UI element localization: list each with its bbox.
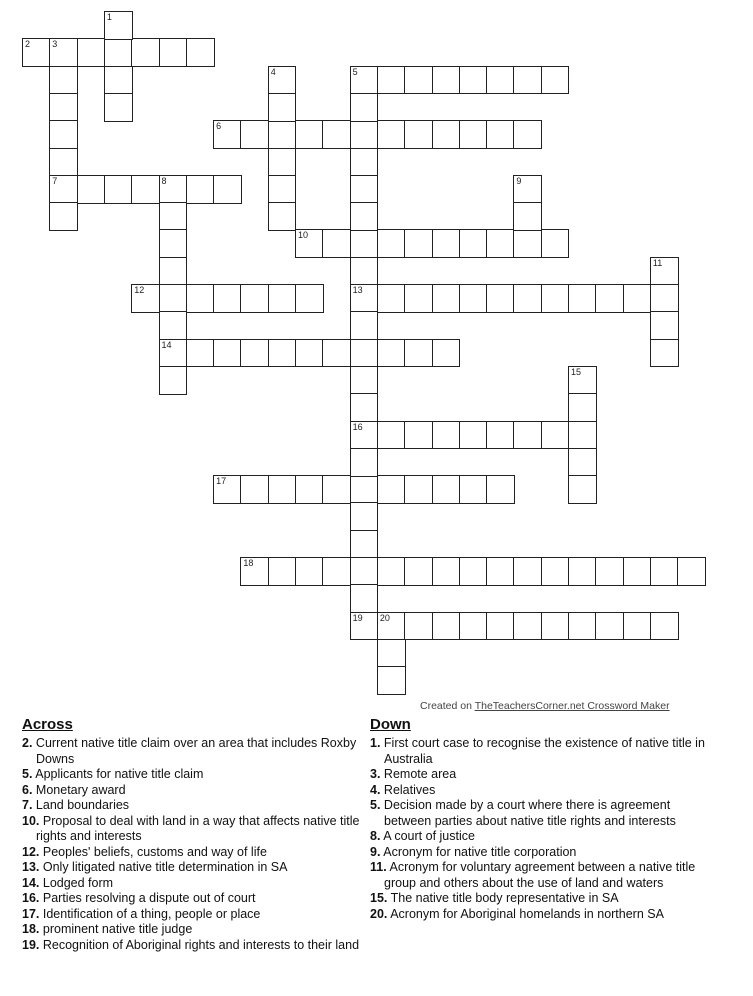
grid-cell[interactable] [568,557,597,586]
clue-text: Remote area [383,767,457,781]
grid-cell[interactable] [186,38,215,67]
grid-cell[interactable] [513,612,542,641]
grid-cell[interactable] [350,120,379,149]
across-heading: Across [22,716,73,733]
clue-number: 8 [161,175,167,186]
grid-cell[interactable] [595,557,624,586]
clue-num: 1. [370,736,381,750]
grid-cell[interactable] [268,557,297,586]
grid-cell[interactable] [432,66,461,95]
clue-text: Parties resolving a dispute out of court [42,891,256,905]
credit-prefix: Created on [420,700,475,712]
grid-cell[interactable] [404,339,433,368]
grid-cell[interactable] [350,339,379,368]
across-clue [22,860,367,876]
clue-number: 12 [134,285,145,295]
grid-cell[interactable] [49,175,78,204]
across-clue [22,798,367,814]
grid-cell[interactable] [432,229,461,258]
grid-cell[interactable] [350,66,379,95]
clue-number: 1 [106,12,112,22]
grid-cell[interactable] [49,120,78,149]
down-clue [370,798,715,829]
grid-cell[interactable] [104,11,133,40]
grid-cell[interactable] [513,229,542,258]
clue-text: prominent native title judge [42,922,193,936]
grid-cell[interactable] [350,366,379,395]
across-clue-list [22,736,367,953]
grid-cell[interactable] [213,339,242,368]
grid-cell[interactable] [486,475,515,504]
across-clue [22,907,367,923]
down-clue [370,767,715,783]
down-clue [370,829,715,845]
clue-number: 16 [352,421,363,432]
grid-cell[interactable] [486,612,515,641]
grid-cell[interactable] [268,202,297,231]
clue-number: 7 [52,175,58,186]
clue-text: Current native title claim over an area that includes Roxby Downs [35,736,357,766]
clue-num: 6. [22,782,33,797]
clue-num: 20. [370,906,388,921]
grid-cell[interactable] [240,120,269,149]
clue-number: 20 [379,612,390,623]
grid-cell[interactable] [404,120,433,149]
grid-cell[interactable] [432,475,461,504]
grid-cell[interactable] [459,284,488,313]
clue-text: Acronym for native title corporation [383,844,577,859]
clue-number: 5 [352,66,358,77]
grid-cell[interactable] [459,120,488,149]
down-clue [370,907,715,923]
clue-number: 11 [652,257,663,268]
grid-cell[interactable] [595,284,624,313]
grid-cell[interactable] [541,612,570,641]
grid-cell[interactable] [213,175,242,204]
grid-cell[interactable] [268,175,297,204]
grid-cell[interactable] [650,311,679,340]
grid-cell[interactable] [568,475,597,504]
grid-cell[interactable] [486,229,515,258]
grid-cell[interactable] [295,339,324,368]
grid-cell[interactable] [432,421,461,450]
grid-cell[interactable] [350,584,379,613]
grid-cell[interactable] [377,639,406,668]
grid-cell[interactable] [49,148,78,177]
clue-number: 2 [25,39,31,50]
grid-cell[interactable] [268,93,297,122]
clue-text: Lodged form [42,875,114,890]
clue-text: Monetary award [35,782,126,797]
grid-cell[interactable] [432,339,461,368]
grid-cell[interactable] [513,284,542,313]
clue-text: Proposal to deal with land in a way that affects native title rights and interests [36,813,360,843]
grid-cell[interactable] [131,38,160,67]
clue-num: 9. [370,844,381,859]
grid-cell[interactable] [568,421,597,450]
grid-cell[interactable] [322,475,351,504]
down-clue [370,845,715,861]
grid-cell[interactable] [486,284,515,313]
grid-cell[interactable] [159,38,188,67]
grid-cell[interactable] [541,229,570,258]
grid-cell[interactable] [377,229,406,258]
grid-cell[interactable] [486,120,515,149]
down-clue [370,860,715,891]
clue-text: Decision made by a court where there is agreement between parties about native title rights and interests [383,798,676,828]
down-clues [370,716,715,922]
grid-cell[interactable] [650,257,679,286]
grid-cell[interactable] [513,175,542,204]
across-clue [22,736,367,767]
grid-cell[interactable] [404,284,433,313]
grid-cell[interactable] [49,38,78,67]
grid-cell[interactable] [350,502,379,531]
across-clue [22,922,367,938]
grid-cell[interactable] [322,229,351,258]
grid-cell[interactable] [350,530,379,559]
grid-cell[interactable] [350,475,379,504]
grid-cell[interactable] [104,66,133,95]
clue-num: 8. [370,829,381,843]
clue-text: Recognition of Aboriginal rights and interests to their land [42,937,360,952]
grid-cell[interactable] [49,93,78,122]
clue-num: 2. [22,736,33,750]
grid-cell[interactable] [650,557,679,586]
across-clue [22,783,367,799]
clue-number: 4 [270,66,276,77]
clue-text: Acronym for voluntary agreement between a native title group and others about the use of land and waters [384,860,696,890]
clue-text: Identification of a thing, people or place [42,906,261,921]
grid-cell[interactable] [432,557,461,586]
grid-cell[interactable] [77,38,106,67]
grid-cell[interactable] [486,66,515,95]
grid-cell[interactable] [295,475,324,504]
credit-line [420,700,670,712]
grid-cell[interactable] [159,202,188,231]
grid-cell[interactable] [350,311,379,340]
grid-cell[interactable] [268,66,297,95]
grid-cell[interactable] [350,557,379,586]
grid-cell[interactable] [350,612,379,641]
clue-num: 12. [22,844,40,859]
grid-cell[interactable] [295,229,324,258]
grid-cell[interactable] [350,257,379,286]
clue-num: 5. [370,798,381,812]
grid-cell[interactable] [350,93,379,122]
grid-cell[interactable] [295,284,324,313]
grid-cell[interactable] [650,339,679,368]
clue-num: 4. [370,782,381,797]
grid-cell[interactable] [650,612,679,641]
across-clue [22,876,367,892]
grid-cell[interactable] [432,612,461,641]
clue-num: 7. [22,798,33,812]
grid-cell[interactable] [350,148,379,177]
clue-num: 3. [370,767,381,781]
grid-cell[interactable] [377,475,406,504]
grid-cell[interactable] [268,148,297,177]
clue-number: 19 [352,612,363,623]
down-clue [370,783,715,799]
grid-cell[interactable] [513,66,542,95]
clue-number: 9 [516,175,522,186]
grid-cell[interactable] [350,202,379,231]
clue-num: 11. [370,860,387,874]
grid-cell[interactable] [486,421,515,450]
across-clue [22,767,367,783]
grid-cell[interactable] [404,421,433,450]
grid-cell[interactable] [322,339,351,368]
grid-cell[interactable] [459,475,488,504]
across-clue [22,938,367,954]
down-clue [370,891,715,907]
grid-cell[interactable] [459,421,488,450]
grid-cell[interactable] [159,175,188,204]
grid-cell[interactable] [350,175,379,204]
clue-num: 13. [22,860,40,874]
grid-cell[interactable] [159,339,188,368]
down-clue [370,736,715,767]
grid-cell[interactable] [350,393,379,422]
grid-cell[interactable] [350,284,379,313]
clue-text: Acronym for Aboriginal homelands in northern SA [390,906,664,921]
grid-cell[interactable] [131,175,160,204]
clue-text: Relatives [383,782,436,797]
clue-num: 10. [22,813,40,828]
grid-cell[interactable] [49,202,78,231]
grid-cell[interactable] [322,120,351,149]
grid-cell[interactable] [459,612,488,641]
grid-cell[interactable] [186,284,215,313]
grid-cell[interactable] [377,421,406,450]
grid-cell[interactable] [486,557,515,586]
clue-num: 19. [22,937,40,952]
grid-cell[interactable] [159,229,188,258]
grid-cell[interactable] [377,339,406,368]
clue-number: 13 [352,285,363,295]
grid-cell[interactable] [623,557,652,586]
grid-cell[interactable] [513,557,542,586]
grid-cell[interactable] [350,448,379,477]
clue-number: 15 [571,366,582,377]
grid-cell[interactable] [541,557,570,586]
clue-num: 5. [22,767,33,781]
grid-cell[interactable] [404,612,433,641]
grid-cell[interactable] [677,557,706,586]
grid-cell[interactable] [240,475,269,504]
clue-text: First court case to recognise the existence of native title in Australia [383,736,705,766]
grid-cell[interactable] [295,120,324,149]
clue-num: 14. [22,875,40,890]
grid-cell[interactable] [568,284,597,313]
grid-cell[interactable] [104,38,133,67]
clue-number: 14 [161,339,172,350]
grid-cell[interactable] [159,257,188,286]
clue-num: 15. [370,891,388,905]
grid-cell[interactable] [459,66,488,95]
grid-cell[interactable] [404,557,433,586]
grid-cell[interactable] [186,339,215,368]
grid-cell[interactable] [541,421,570,450]
grid-cell[interactable] [650,284,679,313]
clue-number: 18 [243,558,254,568]
grid-cell[interactable] [432,120,461,149]
grid-cell[interactable] [240,557,269,586]
across-clue [22,845,367,861]
grid-cell[interactable] [595,612,624,641]
grid-cell[interactable] [159,284,188,313]
grid-cell[interactable] [159,311,188,340]
grid-cell[interactable] [541,66,570,95]
grid-cell[interactable] [568,448,597,477]
across-clues [22,716,367,953]
clue-num: 18. [22,922,40,936]
grid-cell[interactable] [240,339,269,368]
clue-text: Land boundaries [35,798,130,812]
clue-text: Only litigated native title determination in SA [42,860,288,874]
clue-text: The native title body representative in SA [390,891,619,905]
grid-cell[interactable] [49,66,78,95]
grid-cell[interactable] [404,229,433,258]
grid-cell[interactable] [513,421,542,450]
grid-cell[interactable] [513,120,542,149]
clue-text: Peoples' beliefs, customs and way of life [42,844,267,859]
grid-cell[interactable] [377,557,406,586]
grid-cell[interactable] [104,93,133,122]
grid-cell[interactable] [404,66,433,95]
grid-cell[interactable] [377,284,406,313]
grid-cell[interactable] [213,284,242,313]
across-clue [22,814,367,845]
grid-cell[interactable] [377,666,406,695]
grid-cell[interactable] [268,475,297,504]
across-clue [22,891,367,907]
grid-cell[interactable] [104,175,133,204]
grid-cell[interactable] [568,612,597,641]
grid-cell[interactable] [295,557,324,586]
grid-cell[interactable] [377,120,406,149]
grid-cell[interactable] [213,475,242,504]
grid-cell[interactable] [159,366,188,395]
grid-cell[interactable] [268,339,297,368]
grid-cell[interactable] [268,284,297,313]
grid-cell[interactable] [623,612,652,641]
grid-cell[interactable] [131,284,160,313]
grid-cell[interactable] [459,229,488,258]
grid-cell[interactable] [22,38,51,67]
grid-cell[interactable] [623,284,652,313]
clue-number: 17 [216,476,227,487]
grid-cell[interactable] [459,557,488,586]
grid-cell[interactable] [404,475,433,504]
clue-number: 3 [52,39,58,50]
grid-cell[interactable] [77,175,106,204]
clue-number: 10 [298,230,309,241]
down-clue-list [370,736,715,922]
grid-cell[interactable] [240,284,269,313]
down-heading: Down [370,716,411,733]
grid-cell[interactable] [541,284,570,313]
grid-cell[interactable] [432,284,461,313]
grid-cell[interactable] [513,202,542,231]
grid-cell[interactable] [377,66,406,95]
grid-cell[interactable] [350,421,379,450]
clue-number: 6 [216,121,222,132]
grid-cell[interactable] [377,612,406,641]
clue-text: A court of justice [383,829,475,843]
clue-num: 17. [22,906,40,921]
clue-num: 16. [22,891,40,905]
grid-cell[interactable] [322,557,351,586]
grid-cell[interactable] [568,366,597,395]
grid-cell[interactable] [350,229,379,258]
grid-cell[interactable] [268,120,297,149]
grid-cell[interactable] [213,120,242,149]
credit-link[interactable]: TheTeachersCorner.net Crossword Maker [474,700,670,712]
grid-cell[interactable] [568,393,597,422]
clue-text: Applicants for native title claim [35,767,204,781]
grid-cell[interactable] [186,175,215,204]
